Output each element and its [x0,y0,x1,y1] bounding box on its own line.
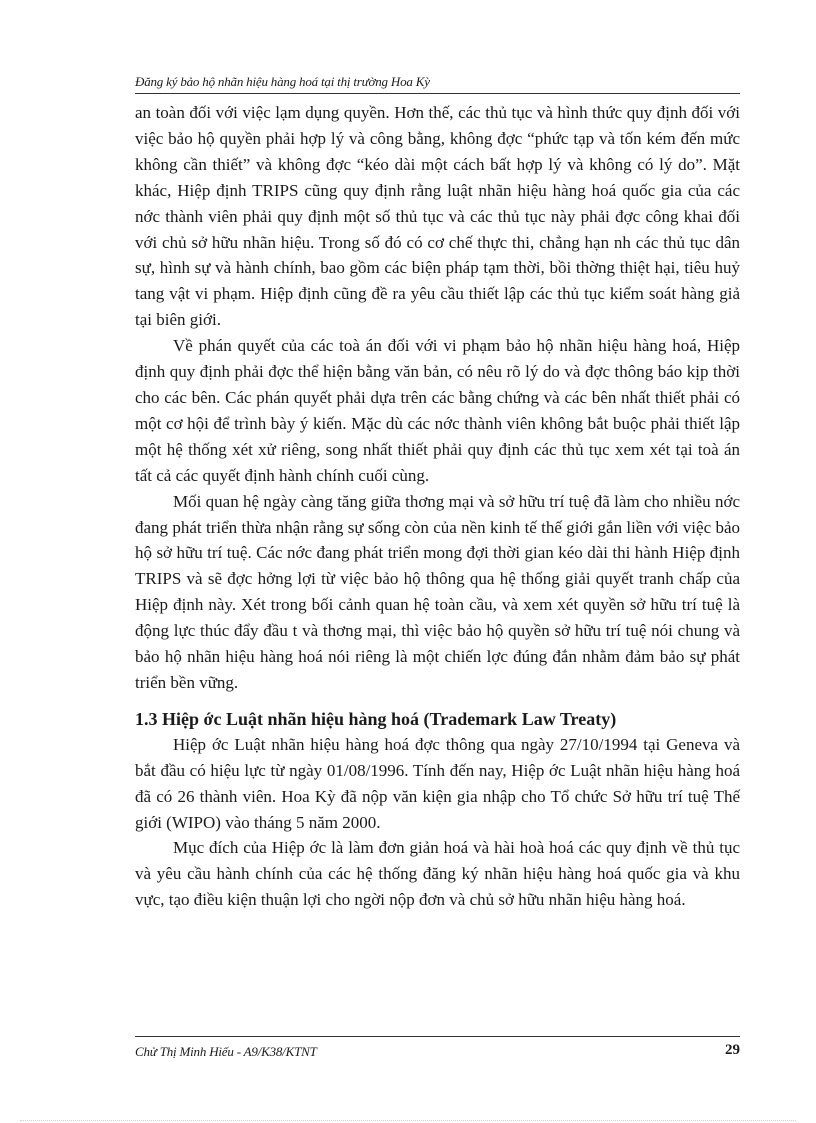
page-body [135,100,740,913]
footer-author: Chử Thị Minh Hiếu - A9/K38/KTNT [135,1044,317,1059]
body-paragraph: an toàn đối với việc lạm dụng quyền. Hơn thế, các thủ tục và hình thức quy định đối với việc bảo hộ quyền phải hợp lý và công bằng, không đợc “phức tạp và tốn kém đến mức không cần thiết” và không đợc “kéo dài một cách bất hợp lý và không có lý do”. Mặt khác, Hiệp định TRIPS cũng quy định rằng luật nhãn hiệu hàng hoá quốc gia của các nớc thành viên phải quy định một số thủ tục và các thủ tục này phải đợc công khai đối với chủ sở hữu nhãn hiệu. Trong số đó có cơ chế thực thi, chẳng hạn nh các thủ tục dân sự, hình sự và hành chính, bao gồm các biện pháp tạm thời, bồi thờng thiệt hại, tiêu huỷ tang vật vi phạm. Hiệp định cũng đề ra yêu cầu thiết lập các thủ tục kiểm soát hàng giả tại biên giới. [135,103,740,330]
section-heading: 1.3 Hiệp ớc Luật nhãn hiệu hàng hoá (Trademark Law Treaty) [135,708,617,729]
footer-rule [135,1036,740,1037]
body-paragraph: Mối quan hệ ngày càng tăng giữa thơng mại và sở hữu trí tuệ đã làm cho nhiều nớc đang phát triển thừa nhận rằng sự sống còn của nền kinh tế thế giới gắn liền với việc bảo hộ sở hữu trí tuệ. Các nớc đang phát triển mong đợi thời gian kéo dài thi hành Hiệp định TRIPS và sẽ đợc hởng lợi từ việc bảo hộ thông qua hệ thống giải quyết tranh chấp của Hiệp định này. Xét trong bối cảnh quan hệ toàn cầu, và xem xét quyền sở hữu trí tuệ là động lực thúc đẩy đầu t và thơng mại, thì việc bảo hộ quyền sở hữu trí tuệ nói chung và bảo hộ nhãn hiệu hàng hoá nói riêng là một chiến lợc đúng đắn nhằm đảm bảo sự phát triển bền vững. [135,491,740,692]
page-edge-divider [20,1120,796,1121]
section-paragraph: Mục đích của Hiệp ớc là làm đơn giản hoá và hài hoà hoá các quy định về thủ tục và yêu cầu hành chính của các hệ thống đăng ký nhãn hiệu hàng hoá quốc gia và khu vực, tạo điều kiện thuận lợi cho ngời nộp đơn và chủ sở hữu nhãn hiệu hàng hoá. [135,838,740,910]
header-rule [135,93,740,94]
body-paragraph: Về phán quyết của các toà án đối với vi phạm bảo hộ nhãn hiệu hàng hoá, Hiệp định quy định phải đợc thể hiện bằng văn bản, có nêu rõ lý do và đợc thông báo kịp thời cho các bên. Các phán quyết phải dựa trên các bằng chứng và các bên nhất thiết phải có một cơ hội để trình bày ý kiến. Mặc dù các nớc thành viên không bắt buộc phải thiết lập một hệ thống xét xử riêng, song nhất thiết phải quy định các thủ tục xem xét tại toà án tất cả các quyết định hành chính cuối cùng. [135,336,740,485]
running-header: Đăng ký bảo hộ nhãn hiệu hàng hoá tại thị trường Hoa Kỳ [135,74,430,89]
section-paragraph: Hiệp ớc Luật nhãn hiệu hàng hoá đợc thông qua ngày 27/10/1994 tại Geneva và bắt đầu có hiệu lực từ ngày 01/08/1996. Tính đến nay, Hiệp ớc Luật nhãn hiệu hàng hoá đã có 26 thành viên. Hoa Kỳ đã nộp văn kiện gia nhập cho Tổ chức Sở hữu trí tuệ Thế giới (WIPO) vào tháng 5 năm 2000. [135,734,740,832]
page-number: 29 [725,1042,740,1058]
